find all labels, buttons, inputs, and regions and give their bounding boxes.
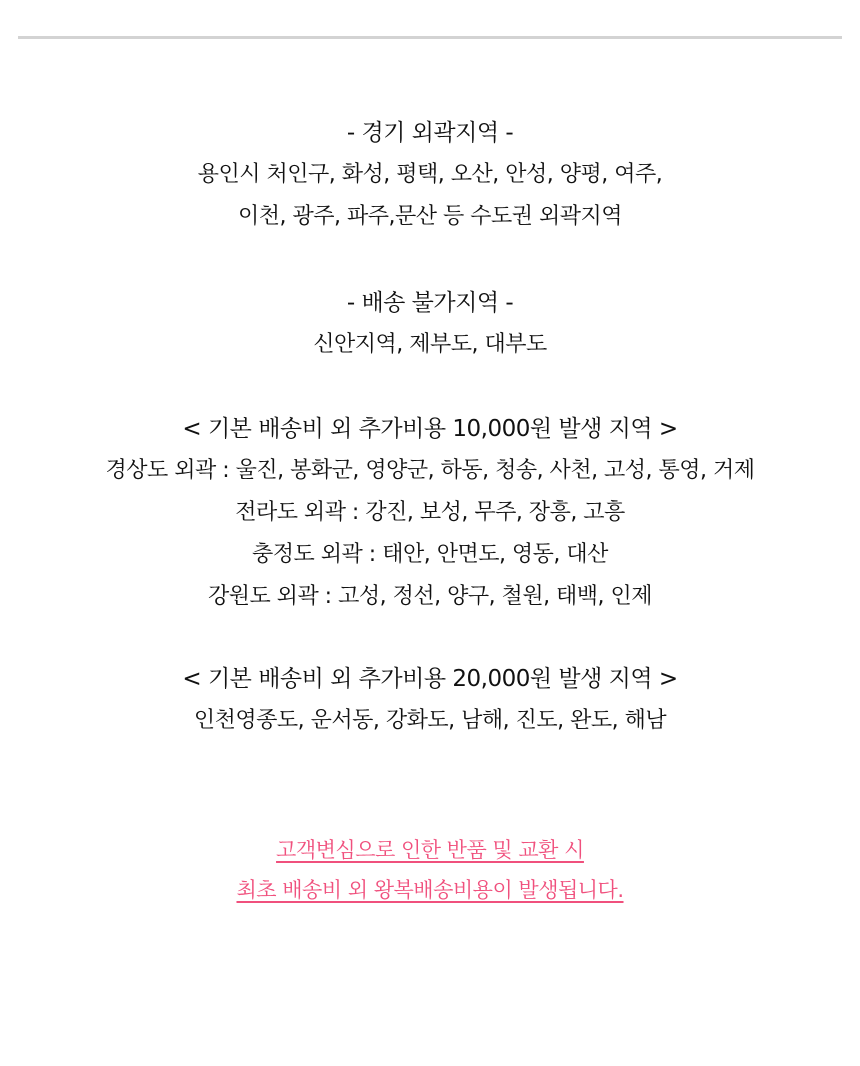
top-divider (18, 36, 842, 39)
region-line: 전라도 외곽 : 강진, 보성, 무주, 장흥, 고흥 (235, 500, 625, 525)
section-extra-10000 (0, 408, 860, 618)
region-line: 경상도 외곽 : 울진, 봉화군, 영양군, 하동, 청송, 사천, 고성, 통영, 거제 (105, 458, 755, 483)
section-title: - 경기 외곽지역 - (346, 120, 514, 146)
region-line: 이천, 광주, 파주,문산 등 수도권 외곽지역 (238, 204, 622, 229)
section-unavailable (0, 282, 860, 366)
section-title: - 배송 불가지역 - (346, 290, 514, 316)
notice-line: 최초 배송비 외 왕복배송비용이 발생됩니다. (236, 878, 624, 902)
section-outer-gyeonggi (0, 112, 860, 238)
region-line: 인천영종도, 운서동, 강화도, 남해, 진도, 완도, 해남 (193, 708, 667, 733)
section-title: < 기본 배송비 외 추가비용 10,000원 발생 지역 > (182, 416, 678, 442)
notice-line: 고객변심으로 인한 반품 및 교환 시 (276, 838, 584, 862)
return-notice (0, 830, 860, 910)
section-title: < 기본 배송비 외 추가비용 20,000원 발생 지역 > (182, 666, 678, 692)
section-extra-20000 (0, 658, 860, 742)
region-line: 강원도 외곽 : 고성, 정선, 양구, 철원, 태백, 인제 (207, 584, 653, 609)
region-line: 용인시 처인구, 화성, 평택, 오산, 안성, 양평, 여주, (197, 162, 663, 187)
region-line: 충정도 외곽 : 태안, 안면도, 영동, 대산 (252, 542, 608, 567)
shipping-info (0, 112, 860, 910)
region-line: 신안지역, 제부도, 대부도 (313, 332, 547, 357)
